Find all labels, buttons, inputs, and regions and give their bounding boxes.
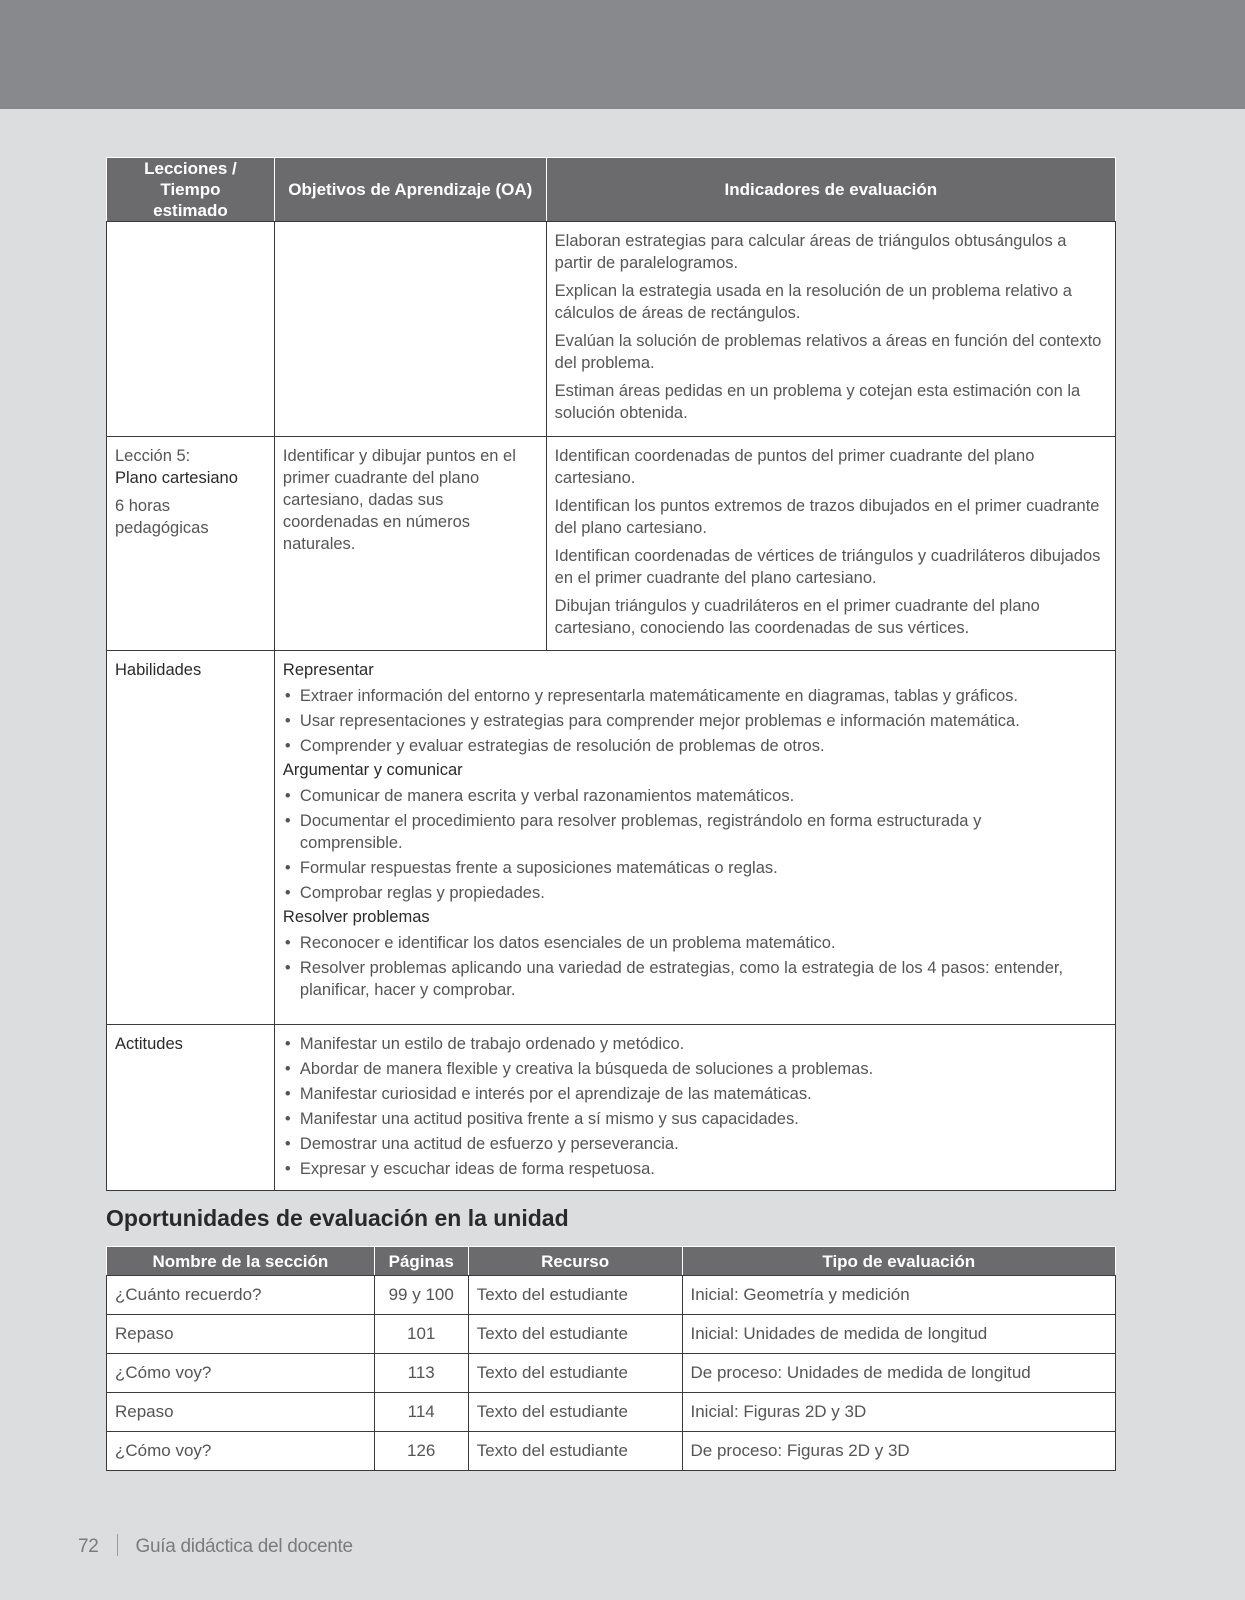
planning-table-header <box>107 158 1116 222</box>
objective-cell <box>274 437 546 651</box>
list-item: • Comprobar reglas y propiedades. <box>283 882 1107 904</box>
section-name: ¿Cuánto recuerdo? <box>107 1276 375 1315</box>
header-indicators: Indicadores de evaluación <box>546 158 1115 222</box>
resource: Texto del estudiante <box>468 1393 682 1432</box>
list-item: • Documentar el procedimiento para resolver problemas, registrándolo en forma estructurada y comprensible. <box>283 810 1107 854</box>
list-item: • Comunicar de manera escrita y verbal razonamientos matemáticos. <box>283 785 1107 807</box>
attitude-list <box>283 1033 1107 1180</box>
list-item: • Expresar y escuchar ideas de forma respetuosa. <box>283 1158 1107 1180</box>
footer-divider <box>117 1534 118 1556</box>
skill-group-title: Argumentar y comunicar <box>282 761 463 779</box>
resource: Texto del estudiante <box>468 1276 682 1315</box>
header-pages: Páginas <box>374 1247 468 1276</box>
evaluation-type: De proceso: Figuras 2D y 3D <box>682 1432 1116 1471</box>
indicator-item: Elaboran estrategias para calcular áreas de triángulos obtusángulos a partir de paralelogramos. <box>554 232 1067 272</box>
pages: 126 <box>374 1432 468 1471</box>
section-name: Repaso <box>107 1393 375 1432</box>
list-item: • Comprender y evaluar estrategias de resolución de problemas de otros. <box>283 735 1107 757</box>
lesson-time: 6 horas pedagógicas <box>115 497 209 537</box>
section-name: ¿Cómo voy? <box>107 1354 375 1393</box>
empty-cell <box>107 222 275 437</box>
evaluation-type: Inicial: Geometría y medición <box>682 1276 1116 1315</box>
pages: 114 <box>374 1393 468 1432</box>
table-row <box>107 1315 1116 1354</box>
resource: Texto del estudiante <box>468 1354 682 1393</box>
resource: Texto del estudiante <box>468 1432 682 1471</box>
skills-label: Habilidades <box>107 651 275 1025</box>
attitudes-label: Actitudes <box>107 1025 275 1191</box>
header-section-name: Nombre de la sección <box>107 1247 375 1276</box>
list-item: • Usar representaciones y estrategias para comprender mejor problemas e información matemática. <box>283 710 1107 732</box>
evaluation-type: De proceso: Unidades de medida de longitud <box>682 1354 1116 1393</box>
pages: 99 y 100 <box>374 1276 468 1315</box>
planning-table-container <box>106 157 1116 1191</box>
evaluation-type: Inicial: Figuras 2D y 3D <box>682 1393 1116 1432</box>
resource: Texto del estudiante <box>468 1315 682 1354</box>
indicator-item: Identifican los puntos extremos de trazos dibujados en el primer cuadrante del plano cartesiano. <box>554 497 1100 537</box>
header-band <box>0 0 1245 109</box>
page-number: 72 <box>78 1536 99 1557</box>
attitudes-cell <box>274 1025 1115 1191</box>
evaluation-type: Inicial: Unidades de medida de longitud <box>682 1315 1116 1354</box>
skill-list <box>283 685 1107 757</box>
evaluation-table-header <box>107 1247 1116 1276</box>
header-resource: Recurso <box>468 1247 682 1276</box>
section-name: ¿Cómo voy? <box>107 1432 375 1471</box>
list-item: • Manifestar una actitud positiva frente a sí mismo y sus capacidades. <box>283 1108 1107 1130</box>
list-item: • Abordar de manera flexible y creativa la búsqueda de soluciones a problemas. <box>283 1058 1107 1080</box>
table-row <box>107 1393 1116 1432</box>
header-objectives: Objetivos de Aprendizaje (OA) <box>274 158 546 222</box>
table-row <box>107 437 1116 651</box>
footer-title: Guía didáctica del docente <box>135 1536 353 1557</box>
indicator-item: Evalúan la solución de problemas relativos a áreas en función del contexto del problema. <box>554 332 1102 372</box>
table-row <box>107 1432 1116 1471</box>
list-item: • Reconocer e identificar los datos esenciales de un problema matemático. <box>283 932 1107 954</box>
skill-group-title: Representar <box>282 661 374 679</box>
indicator-item: Explican la estrategia usada en la resolución de un problema relativo a cálculos de áreas de rectángulos. <box>554 282 1072 322</box>
pages: 113 <box>374 1354 468 1393</box>
list-item: • Formular respuestas frente a suposiciones matemáticas o reglas. <box>283 857 1107 879</box>
skills-cell <box>274 651 1115 1025</box>
skill-group-title: Resolver problemas <box>282 908 430 926</box>
indicator-item: Identifican coordenadas de puntos del primer cuadrante del plano cartesiano. <box>554 447 1035 487</box>
indicators-cell <box>546 437 1115 651</box>
indicator-item: Dibujan triángulos y cuadriláteros en el primer cuadrante del plano cartesiano, conociendo las coordenadas de sus vértices. <box>554 597 1040 637</box>
indicators-cell <box>546 222 1115 437</box>
skill-list <box>283 932 1107 1001</box>
list-item: • Manifestar curiosidad e interés por el aprendizaje de las matemáticas. <box>283 1083 1107 1105</box>
indicator-item: Estiman áreas pedidas en un problema y cotejan esta estimación con la solución obtenida. <box>554 382 1081 422</box>
section-title: Oportunidades de evaluación en la unidad <box>106 1205 569 1231</box>
indicator-item: Identifican coordenadas de vértices de triángulos y cuadriláteros dibujados en el primer cuadrante del plano cartesiano. <box>554 547 1101 587</box>
list-item: • Manifestar un estilo de trabajo ordenado y metódico. <box>283 1033 1107 1055</box>
header-lessons: Lecciones / Tiempo estimado <box>107 158 275 222</box>
pages: 101 <box>374 1315 468 1354</box>
page-footer <box>78 1534 353 1558</box>
list-item: • Extraer información del entorno y representarla matemáticamente en diagramas, tablas y gráficos. <box>283 685 1107 707</box>
skill-list <box>283 785 1107 904</box>
table-row <box>107 222 1116 437</box>
table-row <box>107 651 1116 1025</box>
table-row <box>107 1025 1116 1191</box>
list-item: • Demostrar una actitud de esfuerzo y perseverancia. <box>283 1133 1107 1155</box>
header-evaluation-type: Tipo de evaluación <box>682 1247 1116 1276</box>
empty-cell <box>274 222 546 437</box>
table-row <box>107 1276 1116 1315</box>
table-row <box>107 1354 1116 1393</box>
lesson-name: Plano cartesiano <box>115 469 238 487</box>
evaluation-table-container <box>106 1246 1116 1471</box>
lesson-label: Lección 5: <box>115 447 191 465</box>
objective-text: Identificar y dibujar puntos en el primer cuadrante del plano cartesiano, dadas sus coordenadas en números naturales. <box>282 447 516 553</box>
evaluation-table <box>106 1246 1116 1471</box>
lesson-cell <box>107 437 275 651</box>
planning-table <box>106 157 1116 1191</box>
section-name: Repaso <box>107 1315 375 1354</box>
list-item: • Resolver problemas aplicando una variedad de estrategias, como la estrategia de los 4 pasos: entender, planificar, hacer y comprobar. <box>283 957 1107 1001</box>
